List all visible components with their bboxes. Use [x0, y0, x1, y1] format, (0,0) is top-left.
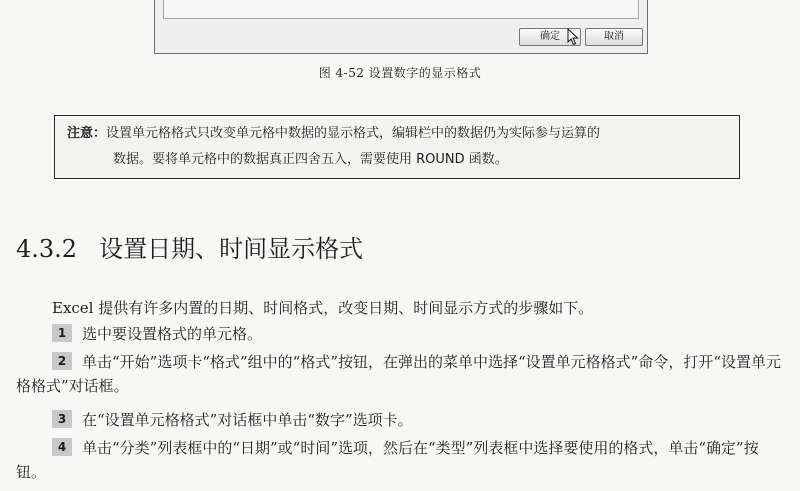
note-label: 注意： [67, 126, 107, 141]
figure-caption: 图 4-52 设置数字的显示格式 [318, 66, 482, 80]
section-number: 4.3.2 [16, 235, 78, 263]
step-1 [16, 322, 786, 346]
cancel-button[interactable]: 取消 [585, 28, 643, 46]
note-text-1: 设置单元格格式只改变单元格中数据的显示格式，编辑栏中的数据仍为实际参与运算的 [106, 126, 601, 141]
step-number-badge: 2 [52, 352, 72, 370]
note-line-1 [67, 123, 727, 145]
dialog-content-pane [163, 0, 639, 19]
step-3 [16, 408, 786, 432]
step-number-badge: 4 [52, 438, 72, 456]
section-title: 设置日期、时间显示格式 [99, 235, 364, 263]
step-text: 选中要设置格式的单元格。 [82, 325, 263, 343]
intro-paragraph: Excel 提供有许多内置的日期、时间格式，改变日期、时间显示方式的步骤如下。 [52, 299, 594, 317]
mouse-pointer-icon [567, 28, 579, 46]
step-4 [16, 436, 786, 484]
format-cells-dialog-fragment [154, 0, 648, 54]
step-number-badge: 1 [52, 324, 72, 342]
note-line-2: 数据。要将单元格中的数据真正四舍五入，需要使用 ROUND 函数。 [113, 152, 508, 167]
step-text: 单击“分类”列表框中的“日期”或“时间”选项，然后在“类型”列表框中选择要使用的格式，单击“确定”按钮。 [16, 439, 759, 481]
step-text: 在“设置单元格格式”对话框中单击“数字”选项卡。 [82, 411, 413, 429]
ok-button[interactable]: 确定 [519, 28, 581, 46]
step-text: 单击“开始”选项卡“格式”组中的“格式”按钮，在弹出的菜单中选择“设置单元格格式”命令，打开“设置单元格格式”对话框。 [16, 353, 782, 395]
step-2 [16, 350, 786, 398]
step-number-badge: 3 [52, 410, 72, 428]
section-heading [16, 229, 363, 264]
note-box [54, 115, 740, 179]
